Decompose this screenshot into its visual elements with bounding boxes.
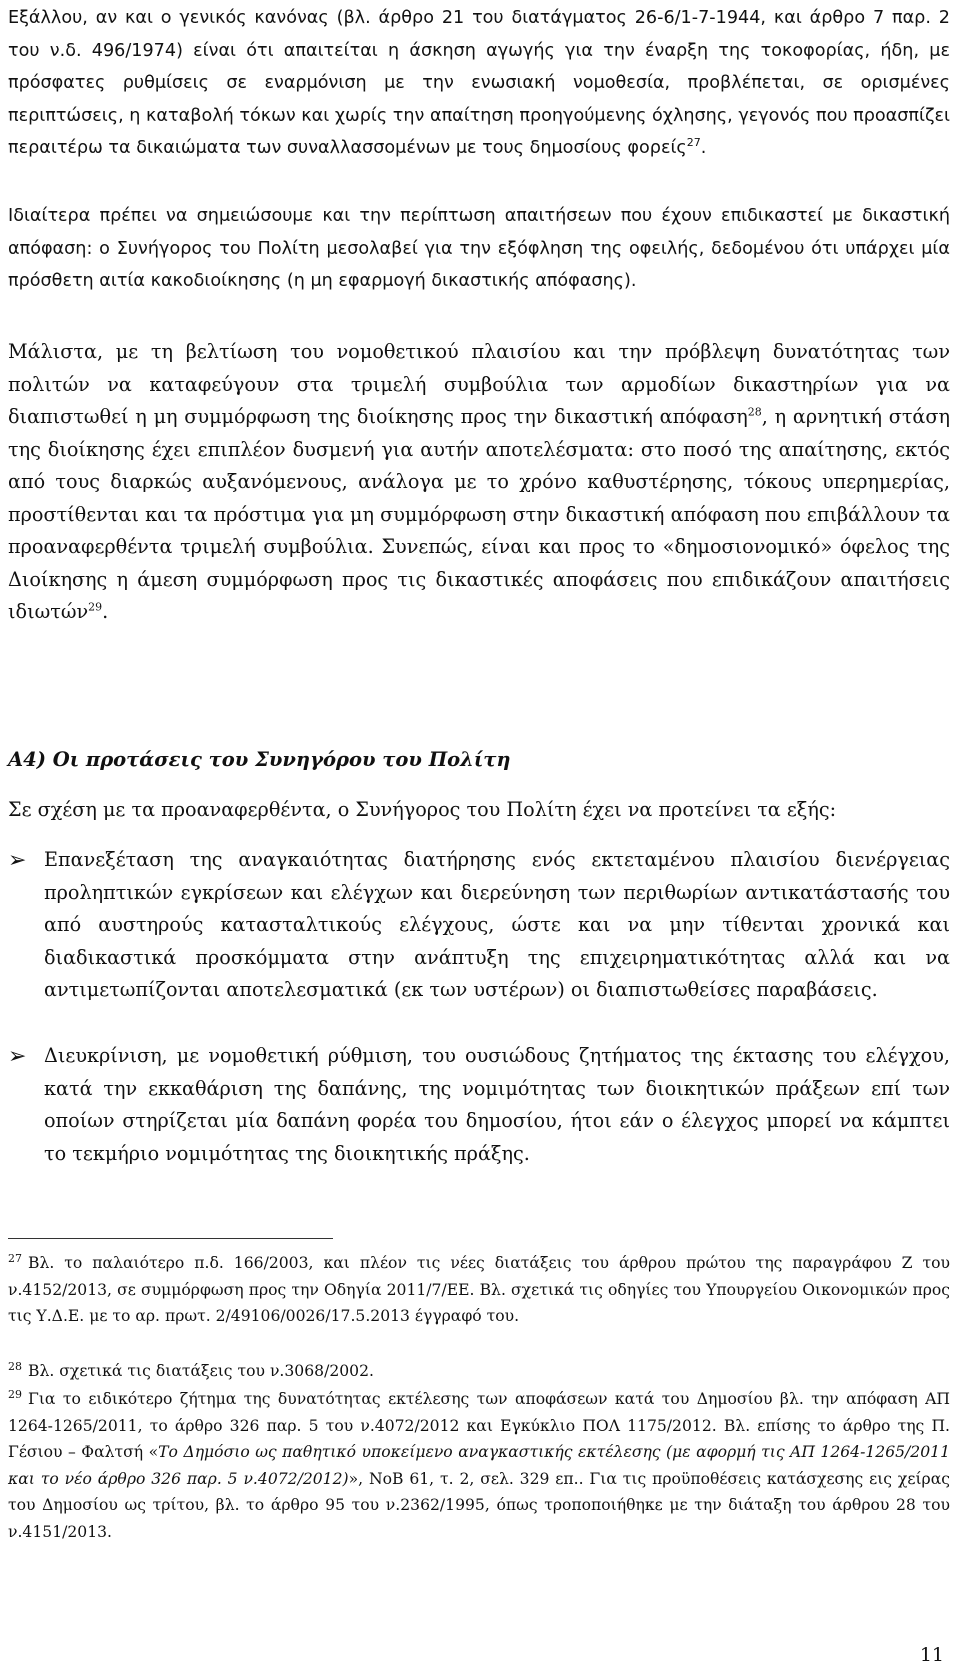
arrow-bullet-icon: ➢ [8,1044,27,1069]
footnote-27: $^{27}$ Βλ. το παλαιότερο π.δ. 166/2003, και πλέον τις νέες διατάξεις του άρθρου πρώτου της παραγράφου Ζ του ν.4152/2013, σε συμμόρφωση προς την Οδηγία 2011/7/ΕΕ. Βλ. σχετικά τις οδηγίες του Υπουργείου Οικονομικών προς τις Υ.Δ.Ε. με το αρ. πρωτ. 2/49106/0026/17.5.2013 έγγραφό του. [8,1251,950,1326]
footnote-ref-28[interactable]: 28 [747,405,762,419]
footnote-separator [8,1238,333,1239]
proposal-text: Επανεξέταση της αναγκαιότητας διατήρησης ενός εκτεταμένου πλαισίου διενέργειας προληπτικών εγκρίσεων και ελέγχων και διερεύνηση των περιθωρίων αντικατάστασής του από αυστηρούς κατασταλτικούς ελέγχους, ώστε και να μην τίθενται χρονικά και διαδικαστικά προσκόμματα στην ανάπτυξη της επιχειρηματικότητας αλλά και να αντιμετωπίζονται αποτελεσματικά (εκ των υστέρων) οι διαπιστωθείσες παραβάσεις. [44,848,950,1001]
proposal-text: Διευκρίνιση, με νομοθετική ρύθμιση, του ουσιώδους ζητήματος της έκτασης του ελέγχου, κατά την εκκαθάριση της δαπάνης, της νομιμότητας των διοικητικών πράξεων επί των οποίων στηρίζεται μία δαπάνη φορέα του δημοσίου, ήτοι εάν ο έλεγχος μπορεί να κάμπτει το τεκμήριο νομιμότητας της διοικητικής πράξης. [44,1044,950,1165]
footnote-29: $^{29}$ Για το ειδικότερο ζήτημα της δυνατότητας εκτέλεσης των αποφάσεων κατά του Δημοσίου βλ. την απόφαση ΑΠ 1264-1265/2011, το άρθρο 326 παρ. 5 του ν.4072/2012 και Εγκύκλιο ΠΟΛ 1175/2012. Βλ. επίσης το άρθρο της Π. Γέσιου – Φαλτσή «Το Δημόσιο ως παθητικό υποκείμενο αναγκαστικής εκτέλεσης (με αφορμή τις ΑΠ 1264-1265/2011 και το νέο άρθρο 326 παρ. 5 ν.4072/2012)», ΝοΒ 61, τ. 2, σελ. 329 επ.. Για τις προϋποθέσεις κατάσχεσης εις χείρας του Δημοσίου ως τρίτου, βλ. το άρθρο 95 του ν.2362/1995, όπως τροποποιήθηκε με την διάταξη του άρθρου 28 του ν.4151/2013. [8,1387,950,1541]
footnote-ref-27[interactable]: 27 [686,136,701,150]
page-number: 11 [919,1644,944,1666]
section-heading: Α4) Οι προτάσεις του Συνηγόρου του Πολίτη [8,748,511,771]
proposals-intro: Σε σχέση με τα προαναφερθέντα, ο Συνήγορος του Πολίτη έχει να προτείνει τα εξής: [8,798,837,821]
arrow-bullet-icon: ➢ [8,848,27,873]
footnote-28: $^{28}$ Βλ. σχετικά τις διατάξεις του ν.3068/2002. [8,1359,374,1380]
footnote-ref-29[interactable]: 29 [88,600,103,614]
article-title: Το Δημόσιο ως παθητικό υποκείμενο αναγκαστικής εκτέλεσης (με αφορμή τις ΑΠ 1264-1265/2011 και το νέο άρθρο 326 παρ. 5 ν.4072/2012) [8,1443,950,1488]
paragraph-interest: Εξάλλου, αν και ο γενικός κανόνας (βλ. άρθρο 21 του διατάγματος 26-6/1-7-1944, και άρθρο 7 παρ. 2 του ν.δ. 496/1974) είναι ότι απαιτείται η άσκηση αγωγής για την έναρξη της τοκοφορίας, ήδη, με πρόσφατες ρυθμίσεις σε εναρμόνιση με την ενωσιακή νομοθεσία, προβλέπεται, σε ορισμένες περιπτώσεις, η καταβολή τόκων και χωρίς την απαίτηση προηγούμενης όχλησης, γεγονός που προασπίζει περαιτέρω τα δικαιώματα των συναλλασσομένων με τους δημοσίους φορείς$^{27}$. [8,8,950,158]
paragraph-compliance: Μάλιστα, με τη βελτίωση του νομοθετικού πλαισίου και την πρόβλεψη δυνατότητας των πολιτών να καταφεύγουν στα τριμελή συμβούλια των αρμοδίων δικαστηρίων για να διαπιστωθεί η μη συμμόρφωση της διοίκησης προς την δικαστική απόφαση$^{28}$, η αρνητική στάση της διοίκησης έχει επιπλέον δυσμενή για αυτήν αποτελέσματα: στο ποσό της απαίτησης, εκτός από τους διαρκώς αυξανόμενους, ανάλογα με το χρόνο καθυστέρησης, τόκους υπερημερίας, προστίθενται και τα πρόστιμα για μη συμμόρφωση στην δικαστική απόφαση που επιβάλλουν τα προαναφερθέντα τριμελή συμβούλια. Συνεπώς, είναι και προς το «δημοσιονομικό» όφελος της Διοίκησης η άμεση συμμόρφωση προς τις δικαστικές αποφάσεις που επιδικάζουν απαιτήσεις ιδιωτών$^{29}$. [8,340,950,623]
paragraph-court-decisions: Ιδιαίτερα πρέπει να σημειώσουμε και την περίπτωση απαιτήσεων που έχουν επιδικαστεί με δικαστική απόφαση: ο Συνήγορος του Πολίτη μεσολαβεί για την εξόφληση της οφειλής, δεδομένου ότι υπάρχει μία πρόσθετη αιτία κακοδιοίκησης (η μη εφαρμογή δικαστικής απόφασης). [8,206,950,291]
